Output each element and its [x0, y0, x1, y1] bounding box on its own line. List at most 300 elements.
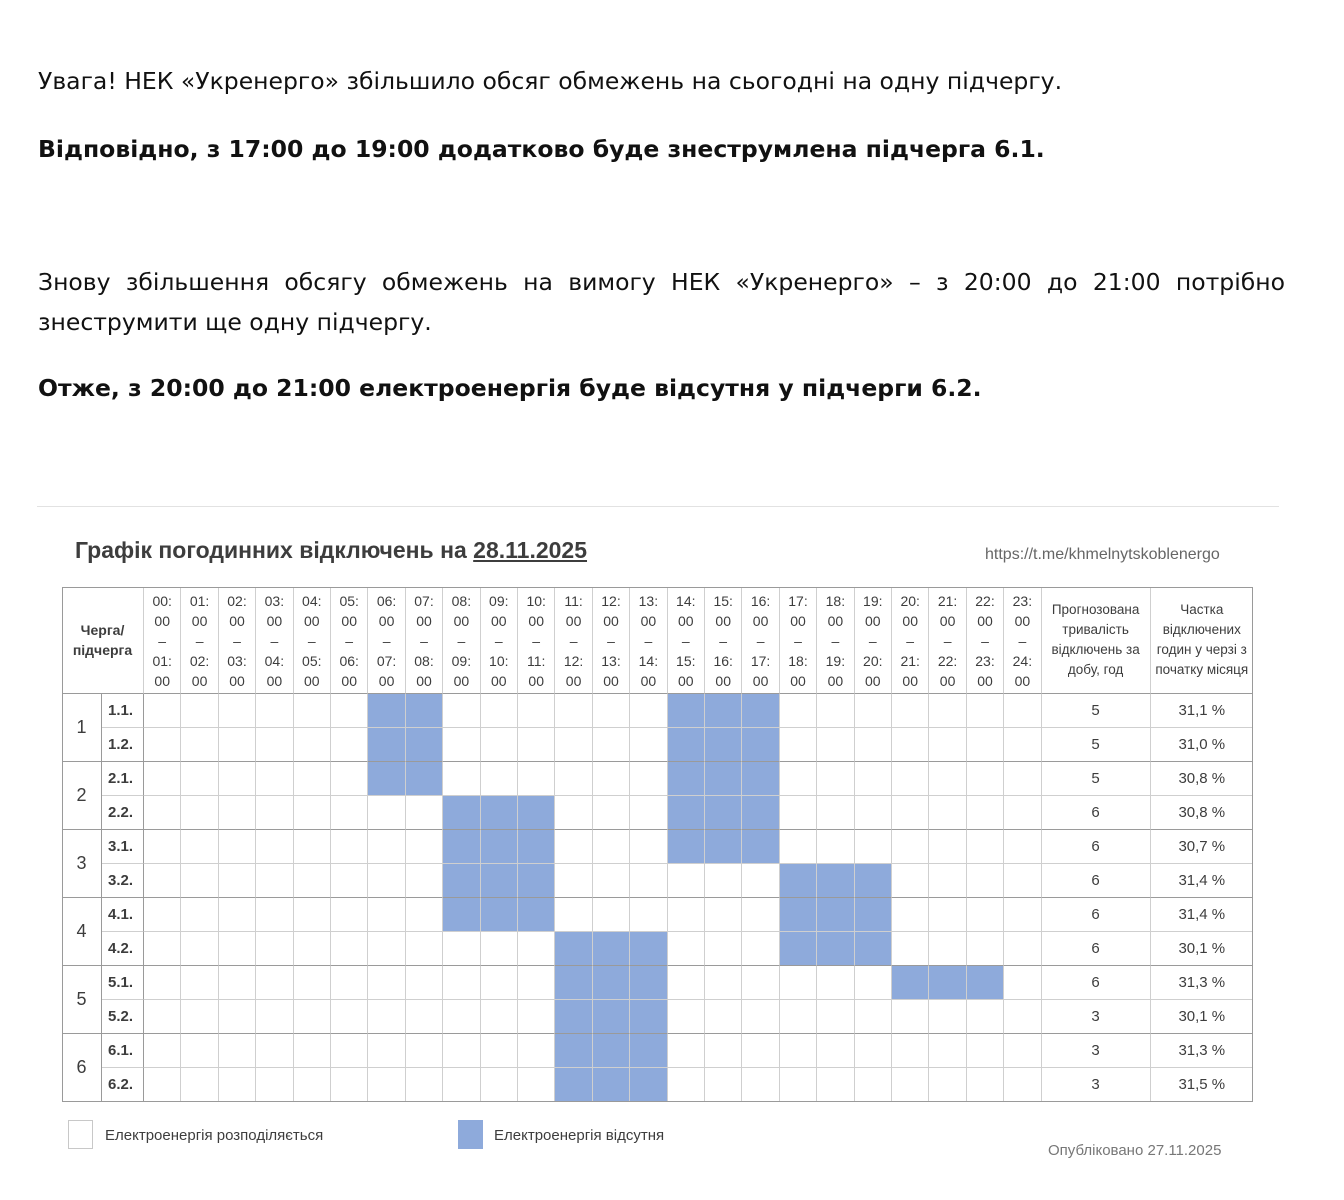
subqueue-label: 5.2. [102, 1000, 144, 1034]
power-cell [668, 898, 705, 932]
outage-cell [668, 830, 705, 864]
power-cell [331, 830, 368, 864]
outage-cell [742, 796, 779, 830]
power-cell [443, 1034, 480, 1068]
power-cell [294, 796, 331, 830]
duration-value: 3 [1042, 1034, 1151, 1068]
power-cell [144, 1068, 181, 1102]
power-cell [144, 898, 181, 932]
schedule-title-prefix: Графік погодинних відключень на [75, 537, 467, 563]
outage-cell [593, 966, 630, 1000]
power-cell [256, 932, 293, 966]
outage-cell [555, 966, 592, 1000]
power-cell [780, 830, 817, 864]
power-cell [219, 932, 256, 966]
outage-cell [742, 728, 779, 762]
power-cell [443, 1068, 480, 1102]
power-cell [742, 932, 779, 966]
outage-cell [668, 762, 705, 796]
header-hour: 16: 00 – 17: 00 [742, 587, 779, 694]
power-cell [892, 694, 929, 728]
power-cell [593, 728, 630, 762]
power-cell [929, 1000, 966, 1034]
power-cell [443, 762, 480, 796]
power-cell [256, 728, 293, 762]
power-cell [443, 932, 480, 966]
power-cell [331, 694, 368, 728]
power-cell [219, 762, 256, 796]
power-cell [368, 1034, 405, 1068]
power-cell [705, 864, 742, 898]
duration-value: 3 [1042, 1000, 1151, 1034]
power-cell [929, 864, 966, 898]
power-cell [331, 966, 368, 1000]
power-cell [481, 694, 518, 728]
power-cell [294, 1034, 331, 1068]
power-cell [406, 830, 443, 864]
power-cell [929, 728, 966, 762]
outage-cell [929, 966, 966, 1000]
header-queue: Черга/ підчерга [62, 587, 144, 694]
power-cell [892, 762, 929, 796]
power-cell [219, 796, 256, 830]
power-cell [855, 966, 892, 1000]
power-cell [1004, 1068, 1041, 1102]
power-cell [1004, 796, 1041, 830]
header-hour: 08: 00 – 09: 00 [443, 587, 480, 694]
power-cell [742, 898, 779, 932]
power-cell [181, 830, 218, 864]
power-cell [368, 1068, 405, 1102]
outage-cell [668, 694, 705, 728]
power-cell [855, 694, 892, 728]
power-cell [518, 932, 555, 966]
header-hour: 02: 00 – 03: 00 [219, 587, 256, 694]
duration-value: 6 [1042, 864, 1151, 898]
power-cell [668, 864, 705, 898]
telegram-link[interactable]: https://t.me/khmelnytskoblenergo [985, 546, 1220, 563]
power-cell [294, 762, 331, 796]
power-cell [256, 864, 293, 898]
header-hour: 11: 00 – 12: 00 [555, 587, 592, 694]
outage-cell [705, 762, 742, 796]
power-cell [481, 966, 518, 1000]
power-cell [630, 728, 667, 762]
outage-cell [892, 966, 929, 1000]
outage-cell [630, 1034, 667, 1068]
outage-cell [368, 762, 405, 796]
subqueue-label: 1.1. [102, 694, 144, 728]
share-value: 31,5 % [1151, 1068, 1253, 1102]
subqueue-label: 3.2. [102, 864, 144, 898]
power-cell [294, 830, 331, 864]
power-cell [256, 1068, 293, 1102]
power-cell [443, 1000, 480, 1034]
share-value: 31,4 % [1151, 864, 1253, 898]
power-cell [144, 762, 181, 796]
power-cell [406, 796, 443, 830]
power-cell [181, 966, 218, 1000]
power-cell [705, 898, 742, 932]
power-cell [219, 1068, 256, 1102]
outage-cell [593, 1000, 630, 1034]
power-cell [929, 830, 966, 864]
power-cell [144, 966, 181, 1000]
header-hour: 17: 00 – 18: 00 [780, 587, 817, 694]
power-cell [555, 728, 592, 762]
power-cell [294, 694, 331, 728]
outage-cell [630, 932, 667, 966]
share-value: 31,3 % [1151, 1034, 1253, 1068]
outage-cell [481, 830, 518, 864]
outage-cell [555, 932, 592, 966]
notice-paragraph-2: Відповідно, з 17:00 до 19:00 додатково буде знеструмлена підчерга 6.1. [38, 135, 1045, 163]
outage-cell [780, 898, 817, 932]
outage-cell [630, 1000, 667, 1034]
power-cell [256, 1034, 293, 1068]
outage-cell [555, 1034, 592, 1068]
power-cell [1004, 762, 1041, 796]
outage-cell [630, 966, 667, 1000]
power-cell [855, 1068, 892, 1102]
power-cell [817, 728, 854, 762]
queue-group-label: 6 [62, 1034, 102, 1102]
power-cell [481, 762, 518, 796]
duration-value: 5 [1042, 762, 1151, 796]
power-cell [929, 1034, 966, 1068]
queue-group-label: 1 [62, 694, 102, 762]
legend-power-on-swatch [68, 1120, 93, 1149]
power-cell [518, 1068, 555, 1102]
power-cell [593, 898, 630, 932]
power-cell [967, 1034, 1004, 1068]
outage-cell [481, 898, 518, 932]
header-hour: 04: 00 – 05: 00 [294, 587, 331, 694]
power-cell [967, 830, 1004, 864]
power-cell [855, 796, 892, 830]
outage-cell [742, 830, 779, 864]
power-cell [967, 1068, 1004, 1102]
header-hour: 10: 00 – 11: 00 [518, 587, 555, 694]
power-cell [256, 1000, 293, 1034]
power-cell [705, 1034, 742, 1068]
power-cell [294, 1000, 331, 1034]
duration-value: 6 [1042, 966, 1151, 1000]
power-cell [855, 1034, 892, 1068]
subqueue-label: 4.2. [102, 932, 144, 966]
power-cell [1004, 728, 1041, 762]
outage-cell [518, 864, 555, 898]
share-value: 31,3 % [1151, 966, 1253, 1000]
power-cell [742, 1034, 779, 1068]
header-hour: 01: 00 – 02: 00 [181, 587, 218, 694]
outage-cell [855, 898, 892, 932]
power-cell [668, 1034, 705, 1068]
power-cell [294, 966, 331, 1000]
power-cell [144, 1034, 181, 1068]
power-cell [967, 694, 1004, 728]
outage-cell [443, 864, 480, 898]
power-cell [855, 830, 892, 864]
power-cell [331, 728, 368, 762]
header-hour: 13: 00 – 14: 00 [630, 587, 667, 694]
power-cell [593, 762, 630, 796]
power-cell [555, 694, 592, 728]
power-cell [668, 932, 705, 966]
power-cell [219, 1000, 256, 1034]
power-cell [892, 796, 929, 830]
legend-power-on-label: Електроенергія розподіляється [105, 1127, 324, 1144]
power-cell [406, 1000, 443, 1034]
power-cell [705, 1068, 742, 1102]
subqueue-label: 2.2. [102, 796, 144, 830]
legend-power-off-swatch [458, 1120, 483, 1149]
power-cell [892, 830, 929, 864]
share-value: 30,8 % [1151, 796, 1253, 830]
outage-cell [368, 728, 405, 762]
header-hour: 14: 00 – 15: 00 [668, 587, 705, 694]
power-cell [817, 1068, 854, 1102]
share-value: 30,8 % [1151, 762, 1253, 796]
schedule-title [75, 537, 587, 564]
power-cell [817, 694, 854, 728]
subqueue-label: 1.2. [102, 728, 144, 762]
legend-power-off-label: Електроенергія відсутня [494, 1127, 665, 1144]
header-hour: 03: 00 – 04: 00 [256, 587, 293, 694]
outage-cell [593, 1068, 630, 1102]
share-value: 30,1 % [1151, 1000, 1253, 1034]
power-cell [144, 932, 181, 966]
header-hour: 15: 00 – 16: 00 [705, 587, 742, 694]
power-cell [892, 728, 929, 762]
power-cell [1004, 1000, 1041, 1034]
subqueue-label: 5.1. [102, 966, 144, 1000]
power-cell [181, 898, 218, 932]
power-cell [406, 966, 443, 1000]
outage-cell [406, 728, 443, 762]
power-cell [294, 1068, 331, 1102]
power-cell [406, 1068, 443, 1102]
duration-value: 6 [1042, 830, 1151, 864]
outage-cell [593, 1034, 630, 1068]
power-cell [892, 864, 929, 898]
subqueue-label: 2.1. [102, 762, 144, 796]
power-cell [1004, 830, 1041, 864]
power-cell [929, 1068, 966, 1102]
header-hour: 22: 00 – 23: 00 [967, 587, 1004, 694]
power-cell [593, 796, 630, 830]
power-cell [181, 864, 218, 898]
outage-cell [406, 694, 443, 728]
outage-cell [668, 796, 705, 830]
subqueue-label: 6.2. [102, 1068, 144, 1102]
power-cell [181, 1068, 218, 1102]
header-hour: 05: 00 – 06: 00 [331, 587, 368, 694]
power-cell [331, 1000, 368, 1034]
queue-group-label: 2 [62, 762, 102, 830]
power-cell [368, 796, 405, 830]
share-value: 30,7 % [1151, 830, 1253, 864]
notice-paragraph-1: Увага! НЕК «Укренерго» збільшило обсяг обмежень на сьогодні на одну підчергу. [38, 67, 1063, 95]
outage-cell [780, 864, 817, 898]
queue-group-label: 4 [62, 898, 102, 966]
outage-cell [705, 694, 742, 728]
power-cell [780, 762, 817, 796]
outage-cell [368, 694, 405, 728]
power-cell [144, 694, 181, 728]
outage-cell [705, 728, 742, 762]
header-share: Частка відключених годин у черзі з початку місяця [1151, 587, 1253, 694]
power-cell [892, 1068, 929, 1102]
power-cell [780, 1034, 817, 1068]
published-date: Опубліковано 27.11.2025 [1048, 1142, 1222, 1159]
outage-cell [742, 762, 779, 796]
power-cell [630, 830, 667, 864]
divider [37, 506, 1279, 507]
power-cell [181, 1000, 218, 1034]
share-value: 30,1 % [1151, 932, 1253, 966]
power-cell [294, 898, 331, 932]
power-cell [929, 932, 966, 966]
queue-group-label: 3 [62, 830, 102, 898]
power-cell [742, 1000, 779, 1034]
power-cell [967, 898, 1004, 932]
header-hour: 07: 00 – 08: 00 [406, 587, 443, 694]
header-hour: 00: 00 – 01: 00 [144, 587, 181, 694]
power-cell [1004, 694, 1041, 728]
power-cell [294, 932, 331, 966]
power-cell [443, 694, 480, 728]
power-cell [256, 694, 293, 728]
power-cell [967, 796, 1004, 830]
power-cell [892, 1000, 929, 1034]
power-cell [518, 728, 555, 762]
power-cell [144, 728, 181, 762]
duration-value: 5 [1042, 728, 1151, 762]
duration-value: 5 [1042, 694, 1151, 728]
power-cell [668, 1068, 705, 1102]
power-cell [967, 1000, 1004, 1034]
power-cell [331, 932, 368, 966]
outage-cell [443, 898, 480, 932]
outage-cell [742, 694, 779, 728]
header-hour: 09: 00 – 10: 00 [481, 587, 518, 694]
duration-value: 6 [1042, 932, 1151, 966]
power-cell [181, 1034, 218, 1068]
power-cell [481, 932, 518, 966]
power-cell [1004, 1034, 1041, 1068]
outage-cell [705, 796, 742, 830]
outage-cell [481, 796, 518, 830]
subqueue-label: 4.1. [102, 898, 144, 932]
power-cell [555, 796, 592, 830]
power-cell [929, 762, 966, 796]
power-cell [817, 966, 854, 1000]
subqueue-label: 3.1. [102, 830, 144, 864]
power-cell [219, 966, 256, 1000]
power-cell [780, 1000, 817, 1034]
header-hour: 23: 00 – 24: 00 [1004, 587, 1041, 694]
power-cell [967, 932, 1004, 966]
power-cell [555, 864, 592, 898]
power-cell [1004, 932, 1041, 966]
header-hour: 06: 00 – 07: 00 [368, 587, 405, 694]
power-cell [780, 966, 817, 1000]
notice-paragraph-4: Отже, з 20:00 до 21:00 електроенергія буде відсутня у підчерги 6.2. [38, 374, 982, 402]
power-cell [705, 932, 742, 966]
power-cell [780, 728, 817, 762]
power-cell [742, 864, 779, 898]
outage-cell [406, 762, 443, 796]
power-cell [668, 966, 705, 1000]
power-cell [817, 762, 854, 796]
power-cell [368, 1000, 405, 1034]
duration-value: 6 [1042, 898, 1151, 932]
power-cell [368, 932, 405, 966]
power-cell [219, 1034, 256, 1068]
power-cell [705, 1000, 742, 1034]
power-cell [892, 898, 929, 932]
power-cell [443, 966, 480, 1000]
power-cell [368, 966, 405, 1000]
outage-cell [705, 830, 742, 864]
power-cell [593, 864, 630, 898]
power-cell [181, 932, 218, 966]
share-value: 31,0 % [1151, 728, 1253, 762]
power-cell [892, 1034, 929, 1068]
outage-cell [817, 864, 854, 898]
power-cell [630, 898, 667, 932]
power-cell [780, 1068, 817, 1102]
power-cell [742, 966, 779, 1000]
power-cell [967, 864, 1004, 898]
power-cell [294, 864, 331, 898]
power-cell [219, 898, 256, 932]
power-cell [181, 694, 218, 728]
header-duration: Прогнозована тривалість відключень за добу, год [1042, 587, 1151, 694]
power-cell [406, 932, 443, 966]
power-cell [929, 694, 966, 728]
outage-cell [443, 830, 480, 864]
power-cell [219, 728, 256, 762]
power-cell [855, 728, 892, 762]
outage-cell [593, 932, 630, 966]
power-cell [368, 830, 405, 864]
share-value: 31,4 % [1151, 898, 1253, 932]
power-cell [1004, 898, 1041, 932]
power-cell [929, 796, 966, 830]
outage-cell [443, 796, 480, 830]
power-cell [817, 1000, 854, 1034]
power-cell [1004, 966, 1041, 1000]
power-cell [481, 1034, 518, 1068]
notice-paragraph-3-line-2: знеструмити ще одну підчергу. [38, 308, 432, 336]
outage-cell [817, 898, 854, 932]
schedule-title-date: 28.11.2025 [473, 537, 588, 563]
power-cell [406, 898, 443, 932]
power-cell [368, 898, 405, 932]
power-cell [555, 762, 592, 796]
header-hour: 20: 00 – 21: 00 [892, 587, 929, 694]
power-cell [256, 830, 293, 864]
power-cell [817, 1034, 854, 1068]
power-cell [481, 1068, 518, 1102]
power-cell [181, 762, 218, 796]
power-cell [331, 1068, 368, 1102]
power-cell [855, 762, 892, 796]
outage-cell [481, 864, 518, 898]
power-cell [817, 830, 854, 864]
